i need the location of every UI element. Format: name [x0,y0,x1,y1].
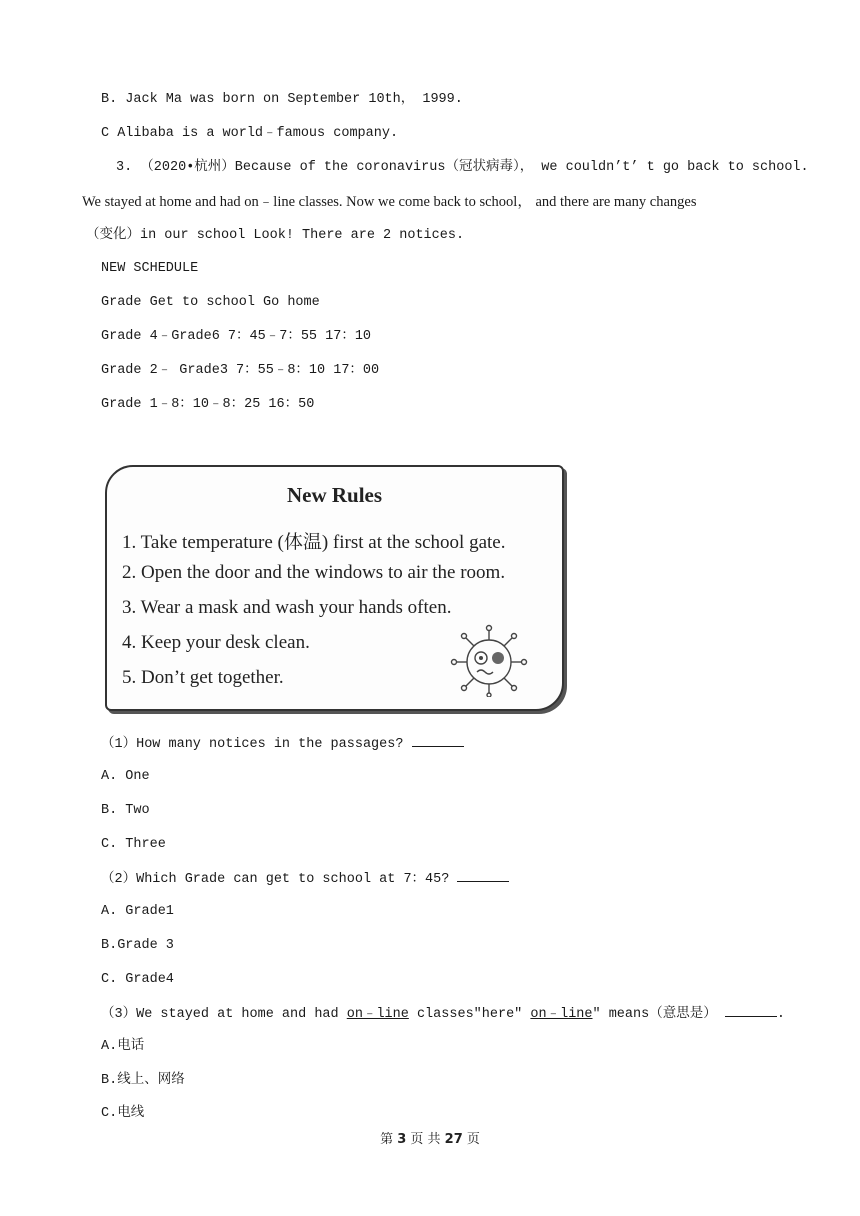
schedule-title: NEW SCHEDULE [101,261,199,276]
schedule-row: Grade 2﹣ Grade3 7：55﹣8：10 17：00 [101,363,380,378]
question-2: （2）Which Grade can get to school at 7：45? [101,868,509,890]
q1-option-a: A. One [101,769,150,784]
underlined-term: on﹣line [346,1007,409,1022]
rule-item: 5. Don’t get together. [122,667,284,688]
page-footer: 第 3 页 共 27 页 [380,1132,480,1147]
question-3-line-1: 3. （2020•杭州）Because of the coronavirus（冠状病毒）， we couldn’t’ t go back to school. [116,160,809,175]
rule-item: 4. Keep your desk clean. [122,632,310,653]
total-pages: 27 [444,1132,463,1147]
question-3: （3）We stayed at home and had on﹣line classes"here" on﹣line" means（意思是） . [101,1003,785,1025]
page-number: 3 [397,1132,407,1147]
answer-blank[interactable] [457,868,509,882]
question-3-line-3: （变化）in our school Look! There are 2 notices. [86,228,465,243]
rule-item: 3. Wear a mask and wash your hands often. [122,597,452,618]
q2-option-b: B.Grade 3 [101,938,174,953]
q3-option-b: B.线上、网络 [101,1073,185,1088]
q2-option-c: C. Grade4 [101,972,174,987]
question-1: （1）How many notices in the passages? [101,733,464,755]
schedule-row: Grade 4﹣Grade6 7：45﹣7：55 17：10 [101,329,372,344]
rules-title: New Rules [286,483,383,507]
answer-blank[interactable] [412,733,464,747]
virus-illustration [447,622,532,697]
option-b: B. Jack Ma was born on September 10th， 1999. [101,92,463,107]
option-c: C Alibaba is a world﹣famous company. [101,126,399,141]
underlined-term: on﹣line [530,1007,593,1022]
q2-option-a: A. Grade1 [101,904,174,919]
q3-option-c: C.电线 [101,1106,145,1121]
answer-blank[interactable] [725,1003,777,1017]
q1-option-c: C. Three [101,837,166,852]
schedule-header: Grade Get to school Go home [101,295,320,310]
rule-item: 2. Open the door and the windows to air the room. [122,562,506,583]
q3-option-a: A.电话 [101,1039,145,1054]
question-3-line-2: We stayed at home and had on﹣line classes. Now we come back to school， and there are many changes [82,194,697,210]
schedule-row: Grade 1﹣8：10﹣8：25 16：50 [101,397,315,412]
rule-item: 1. Take temperature (体温) first at the school gate. [122,532,506,553]
new-rules-notice [105,465,564,711]
q1-option-b: B. Two [101,803,150,818]
